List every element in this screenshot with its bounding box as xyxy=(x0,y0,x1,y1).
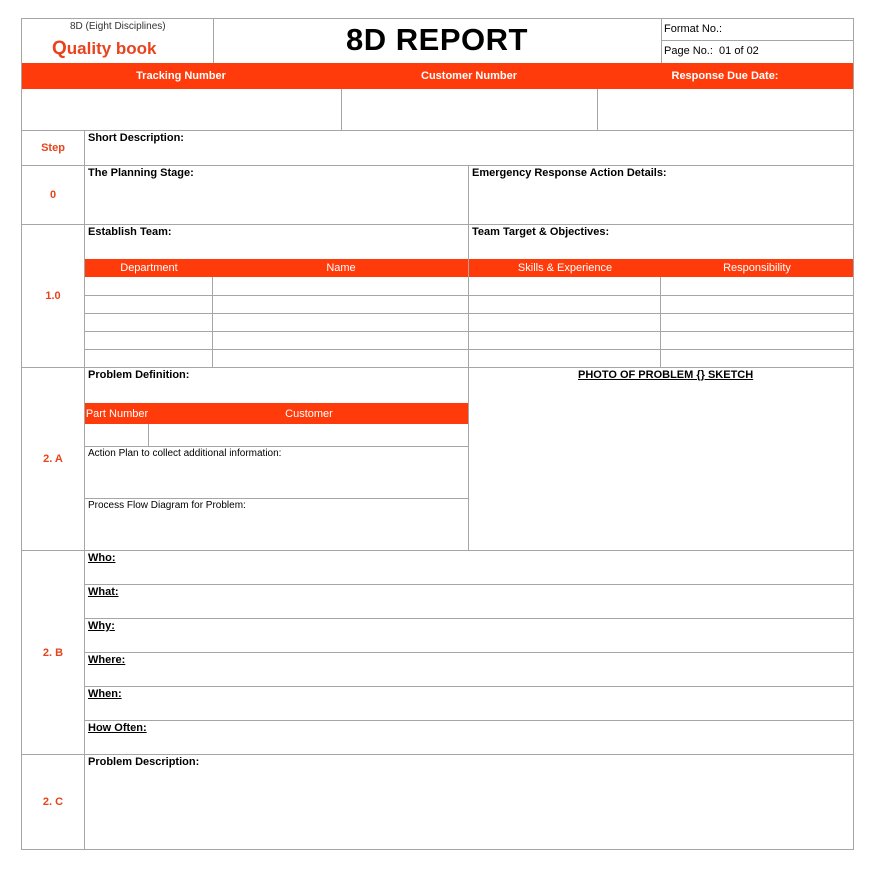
tracking-number-field[interactable] xyxy=(22,90,340,129)
grid-line xyxy=(212,277,213,367)
planning-stage-label: The Planning Stage: xyxy=(88,167,194,179)
step-header: Step xyxy=(41,142,65,154)
grid-line xyxy=(661,40,854,41)
grid-line xyxy=(148,424,149,446)
logo-q-glyph: Q xyxy=(52,38,67,59)
grid-line xyxy=(85,446,469,447)
emergency-response-field[interactable] xyxy=(470,184,852,223)
planning-stage-field[interactable] xyxy=(86,184,467,223)
logo-subtitle: 8D (Eight Disciplines) xyxy=(70,21,166,32)
logo-text: uality book xyxy=(66,39,157,58)
emergency-response-label: Emergency Response Action Details: xyxy=(472,167,667,179)
grid-line xyxy=(85,720,853,721)
grid-line xyxy=(853,18,854,850)
step-1-0: 1.0 xyxy=(45,290,61,302)
what-label: What: xyxy=(88,586,119,598)
grid-line xyxy=(85,584,853,585)
grid-line xyxy=(85,498,469,499)
response-due-date-header: Response Due Date: xyxy=(671,70,779,82)
grid-line xyxy=(468,165,469,224)
grid-line xyxy=(85,295,853,296)
format-no-label: Format No.: xyxy=(664,23,723,35)
problem-description-label: Problem Description: xyxy=(88,756,200,768)
grid-line xyxy=(21,367,854,368)
grid-line xyxy=(85,686,853,687)
how-often-label: How Often: xyxy=(88,722,147,734)
process-flow-label: Process Flow Diagram for Problem: xyxy=(88,500,246,511)
tracking-number-header: Tracking Number xyxy=(136,70,226,82)
problem-description-field[interactable] xyxy=(86,774,852,848)
who-label: Who: xyxy=(88,552,116,564)
response-due-date-field[interactable] xyxy=(598,90,852,129)
grid-line xyxy=(85,618,853,619)
part-col-part-number: Part Number xyxy=(85,407,149,420)
where-label: Where: xyxy=(88,654,126,666)
grid-line xyxy=(85,313,853,314)
team-col-skills: Skills & Experience xyxy=(517,262,613,274)
grid-line xyxy=(21,754,854,755)
step-2b: 2. B xyxy=(42,646,64,659)
page-no-text: Page No.: xyxy=(664,45,713,57)
grid-line xyxy=(213,18,214,63)
why-label: Why: xyxy=(88,620,115,632)
team-col-responsibility: Responsibility xyxy=(723,262,791,274)
grid-line xyxy=(21,849,854,850)
grid-line xyxy=(468,367,469,550)
grid-line xyxy=(21,224,854,225)
short-description-field[interactable] xyxy=(250,131,852,164)
team-col-name: Name xyxy=(326,262,356,274)
grid-line xyxy=(85,652,853,653)
step-0: 0 xyxy=(49,189,57,201)
customer-number-header: Customer Number xyxy=(421,70,517,82)
quality-book-logo xyxy=(52,38,157,60)
customer-number-field[interactable] xyxy=(342,90,596,129)
grid-line xyxy=(660,277,661,367)
grid-line xyxy=(85,331,853,332)
photo-sketch-area[interactable] xyxy=(470,386,852,549)
photo-sketch-label: PHOTO OF PROBLEM {} SKETCH xyxy=(578,369,754,381)
report-title: 8D REPORT xyxy=(346,22,528,57)
page-no-label xyxy=(664,45,759,57)
step-2c: 2. C xyxy=(42,796,64,808)
when-label: When: xyxy=(88,688,122,700)
grid-line xyxy=(21,550,854,551)
team-col-department: Department xyxy=(120,262,178,274)
format-no-field[interactable] xyxy=(720,19,852,39)
part-col-customer: Customer xyxy=(285,407,333,420)
grid-line xyxy=(85,349,853,350)
problem-definition-label: Problem Definition: xyxy=(88,369,190,381)
team-target-label: Team Target & Objectives: xyxy=(472,226,610,238)
establish-team-label: Establish Team: xyxy=(88,226,172,238)
step-2a: 2. A xyxy=(43,453,63,465)
short-description-label: Short Description: xyxy=(88,132,184,144)
page-no-value: 01 of 02 xyxy=(719,45,759,57)
action-plan-label: Action Plan to collect additional information: xyxy=(88,448,282,459)
grid-line xyxy=(21,165,854,166)
